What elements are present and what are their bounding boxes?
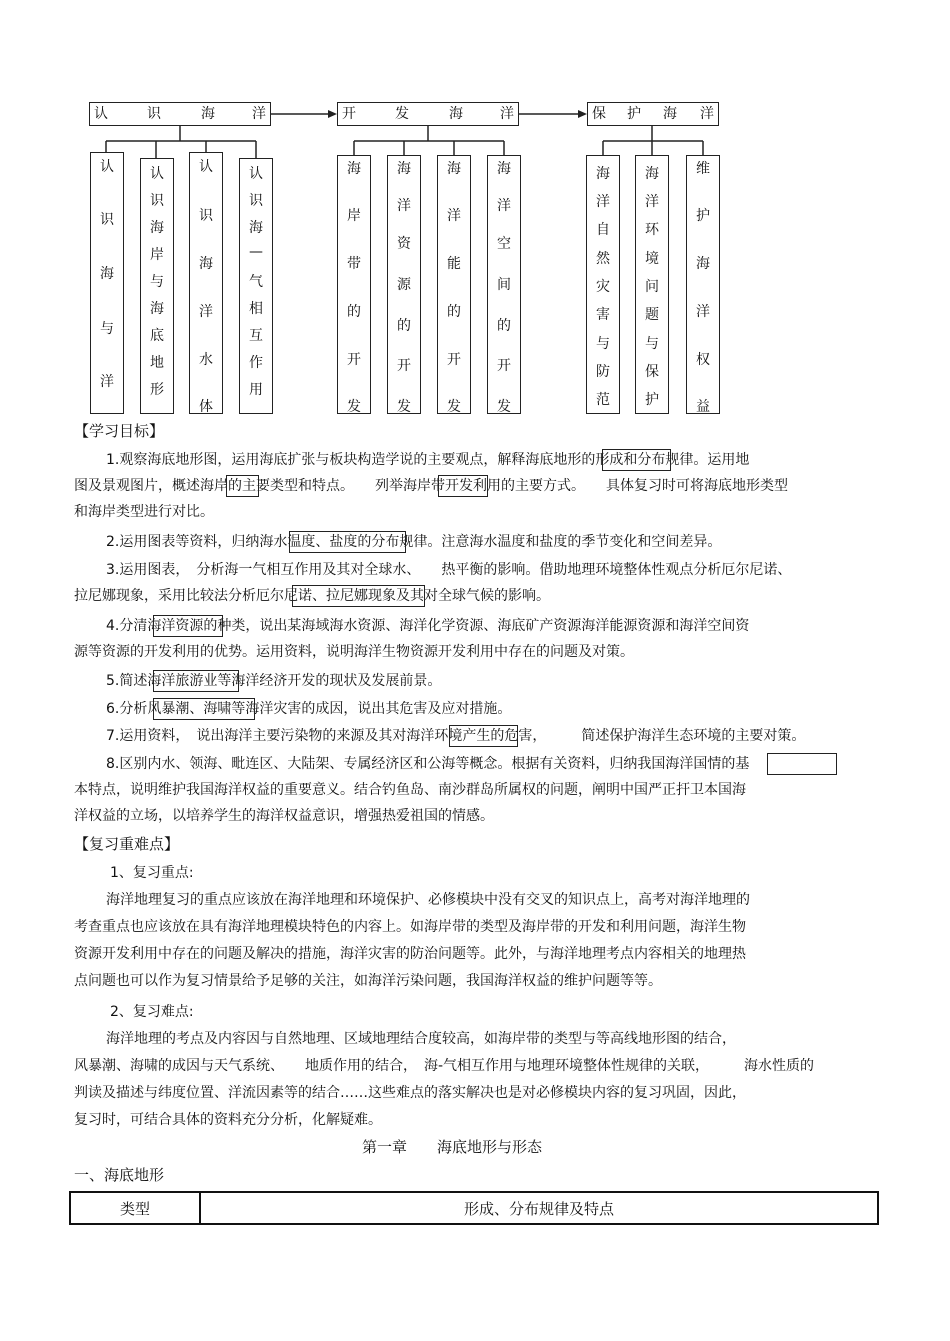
highlight-box	[292, 585, 425, 607]
diagram-column-box	[437, 155, 471, 414]
column-char: 与	[150, 274, 164, 290]
goal-line: 3.运用图表， 分析海一气相互作用及其对全球水、 热平衡的影响。借助地理环境整体性观点分析厄尔尼诺、	[106, 562, 792, 578]
column-char: 认	[150, 166, 164, 182]
header-char: 认	[94, 106, 108, 122]
difficulty-line: 判读及描述与纬度位置、洋流因素等的结合……这些难点的落实解决也是对必修模块内容的复习巩固，因此，	[74, 1085, 746, 1101]
goal-line: 7.运用资料， 说出海洋主要污染物的来源及其对海洋环境产生的危害， 简述保护海洋生态环境的主要对策。	[106, 728, 806, 744]
arrow-head	[578, 110, 587, 118]
column-char: 保	[645, 364, 659, 380]
header-char: 开	[342, 106, 356, 122]
column-char: 的	[397, 318, 411, 334]
diagram-column-box	[337, 155, 371, 414]
goals-heading: 【学习目标】	[74, 422, 165, 440]
column-char: 认	[199, 159, 213, 175]
column-char: 与	[100, 321, 114, 337]
header-char: 保	[592, 106, 606, 122]
column-char: 的	[447, 304, 461, 320]
diagram-column-box	[686, 155, 720, 414]
column-char: 地	[150, 355, 164, 371]
column-char: 洋	[100, 374, 114, 390]
column-char: 维	[696, 161, 710, 177]
column-char: 洋	[596, 194, 610, 210]
header-char: 洋	[500, 106, 514, 122]
column-char: 认	[100, 159, 114, 175]
column-char: 互	[249, 328, 263, 344]
column-char: 防	[596, 364, 610, 380]
column-char: 体	[199, 399, 213, 415]
header-char: 护	[627, 106, 641, 122]
column-char: 自	[596, 222, 610, 238]
column-char: 发	[347, 399, 361, 415]
table-header-features: 形成、分布规律及特点	[463, 1199, 614, 1218]
column-char: 海	[596, 166, 610, 182]
column-char: 水	[199, 352, 213, 368]
column-char: 权	[696, 352, 710, 368]
column-char: 岸	[347, 208, 361, 224]
column-char: 洋	[696, 304, 710, 320]
column-char: 环	[645, 222, 659, 238]
review-heading: 【复习重难点】	[74, 835, 180, 853]
highlight-box	[289, 531, 406, 553]
column-char: 海	[447, 161, 461, 177]
column-char: 海	[150, 301, 164, 317]
header-char: 识	[147, 106, 161, 122]
column-char: 护	[645, 392, 659, 408]
highlight-box	[767, 753, 837, 775]
column-char: 海	[645, 166, 659, 182]
column-char: 间	[497, 277, 511, 293]
column-char: 带	[347, 256, 361, 272]
column-char: 源	[397, 277, 411, 293]
header-char: 海	[449, 106, 463, 122]
column-char: 岸	[150, 247, 164, 263]
column-char: 与	[645, 336, 659, 352]
highlight-box	[602, 449, 671, 471]
highlight-box	[153, 698, 255, 720]
focus-line: 考查重点也应该放在具有海洋地理模块特色的内容上。如海岸带的类型及海岸带的开发和利用问题，海洋生物	[74, 919, 746, 935]
column-char: 形	[150, 382, 164, 398]
column-char: 发	[397, 399, 411, 415]
diagram-column-box	[586, 155, 620, 414]
column-char: 海	[696, 256, 710, 272]
highlight-box	[226, 475, 259, 497]
diagram-column-box	[487, 155, 521, 414]
column-char: 空	[497, 236, 511, 252]
column-char: 问	[645, 279, 659, 295]
highlight-box	[449, 725, 518, 747]
focus-line: 海洋地理复习的重点应该放在海洋地理和环境保护、必修模块中没有交叉的知识点上，高考对海洋地理的	[106, 892, 750, 908]
goal-line: 拉尼娜现象，采用比较法分析厄尔尼诺、拉尼娜现象及其对全球气候的影响。	[74, 588, 550, 604]
column-char: 识	[100, 212, 114, 228]
column-char: 发	[447, 399, 461, 415]
difficulty-line: 风暴潮、海啸的成因与天气系统、 地质作用的结合， 海-气相互作用与地理环境整体性规律的关联， 海水性质的	[74, 1058, 815, 1074]
focus-line: 点问题也可以作为复习情景给予足够的关注，如海洋污染问题，我国海洋权益的维护问题等等。	[74, 973, 662, 989]
column-char: 底	[150, 328, 164, 344]
difficulty-title: 2、复习难点:	[110, 1004, 194, 1020]
goal-line: 本特点，说明维护我国海洋权益的重要意义。结合钓鱼岛、南沙群岛所属权的问题，阐明中国严正扞卫本国海	[74, 782, 746, 798]
focus-title: 1、复习重点:	[110, 865, 194, 881]
diagram-column-box	[239, 158, 273, 414]
goal-line: 6.分析风暴潮、海啸等海洋灾害的成因，说出其危害及应对措施。	[106, 701, 512, 717]
diagram-column-box	[635, 155, 669, 414]
column-char: 开	[497, 358, 511, 374]
goal-line: 8.区别内水、领海、毗连区、大陆架、专属经济区和公海等概念。根据有关资料，归纳我国海洋国情的基	[106, 756, 750, 772]
column-char: 识	[249, 193, 263, 209]
focus-line: 资源开发利用中存在的问题及解决的措施，海洋灾害的防治问题等。此外，与海洋地理考点内容相关的地理热	[74, 946, 746, 962]
goal-line: 和海岸类型进行对比。	[74, 504, 214, 520]
highlight-box	[438, 475, 488, 497]
column-char: 开	[397, 358, 411, 374]
column-char: 洋	[447, 208, 461, 224]
column-char: —	[249, 244, 263, 260]
column-char: 开	[347, 352, 361, 368]
column-char: 发	[497, 399, 511, 415]
column-char: 然	[596, 251, 610, 267]
column-char: 题	[645, 307, 659, 323]
column-char: 洋	[397, 198, 411, 214]
header-char: 洋	[252, 106, 266, 122]
table-header-type: 类型	[70, 1192, 200, 1224]
goal-line: 4.分清海洋资源的种类，说出某海域海水资源、海洋化学资源、海底矿产资源海洋能源资源和海洋空间资	[106, 618, 750, 634]
column-char: 相	[249, 301, 263, 317]
column-char: 益	[696, 399, 710, 415]
diagram-column-box	[387, 155, 421, 414]
column-char: 开	[447, 352, 461, 368]
arrow-head	[328, 110, 337, 118]
column-char: 海	[150, 220, 164, 236]
subsection-title: 一、海底地形	[74, 1166, 165, 1184]
column-char: 用	[249, 382, 263, 398]
header-char: 洋	[700, 106, 714, 122]
diagram-column-box	[189, 152, 223, 414]
column-char: 能	[447, 256, 461, 272]
chapter-title: 第一章 海底地形与形态	[362, 1138, 543, 1156]
diagram-column-box	[140, 158, 174, 414]
difficulty-line: 复习时，可结合具体的资料充分分析，化解疑难。	[74, 1112, 382, 1128]
goal-line: 图及景观图片，概述海岸的主要类型和特点。 列举海岸带开发利用的主要方式。 具体复习时可将海底地形类型	[74, 478, 788, 494]
goal-line: 源等资源的开发利用的优势。运用资料，说明海洋生物资源开发利用中存在的问题及对策。	[74, 644, 634, 660]
column-char: 海	[249, 220, 263, 236]
column-char: 的	[347, 304, 361, 320]
column-char: 海	[100, 266, 114, 282]
column-char: 海	[497, 161, 511, 177]
column-char: 作	[249, 355, 263, 371]
header-char: 海	[201, 106, 215, 122]
difficulty-line: 海洋地理的考点及内容因与自然地理、区域地理结合度较高，如海岸带的类型与等高线地形图的结合，	[106, 1031, 736, 1047]
header-char: 发	[395, 106, 409, 122]
column-char: 的	[497, 318, 511, 334]
goal-line: 洋权益的立场，以培养学生的海洋权益意识，增强热爱祖国的情感。	[74, 808, 494, 824]
column-char: 识	[199, 208, 213, 224]
highlight-box	[153, 615, 223, 637]
highlight-box	[153, 670, 239, 692]
goal-line: 5.简述海洋旅游业等海洋经济开发的现状及发展前景。	[106, 673, 442, 689]
column-char: 认	[249, 166, 263, 182]
column-char: 境	[645, 251, 659, 267]
table-header-row	[70, 1192, 878, 1224]
goal-line: 2.运用图表等资料，归纳海水温度、盐度的分布规律。注意海水温度和盐度的季节变化和空间差异。	[106, 534, 722, 550]
column-char: 识	[150, 193, 164, 209]
column-char: 海	[347, 161, 361, 177]
column-char: 气	[249, 274, 263, 290]
column-char: 害	[596, 307, 610, 323]
column-char: 海	[199, 256, 213, 272]
column-char: 与	[596, 336, 610, 352]
goal-line: 1.观察海底地形图，运用海底扩张与板块构造学说的主要观点，解释海底地形的形成和分布规律。运用地	[106, 452, 750, 468]
column-char: 洋	[497, 198, 511, 214]
column-char: 洋	[645, 194, 659, 210]
column-char: 海	[397, 161, 411, 177]
column-char: 洋	[199, 304, 213, 320]
column-char: 护	[696, 208, 710, 224]
header-char: 海	[663, 106, 677, 122]
column-char: 灾	[596, 279, 610, 295]
diagram-column-box	[90, 152, 124, 414]
column-char: 资	[397, 236, 411, 252]
column-char: 范	[596, 392, 610, 408]
landform-table	[69, 1191, 879, 1225]
